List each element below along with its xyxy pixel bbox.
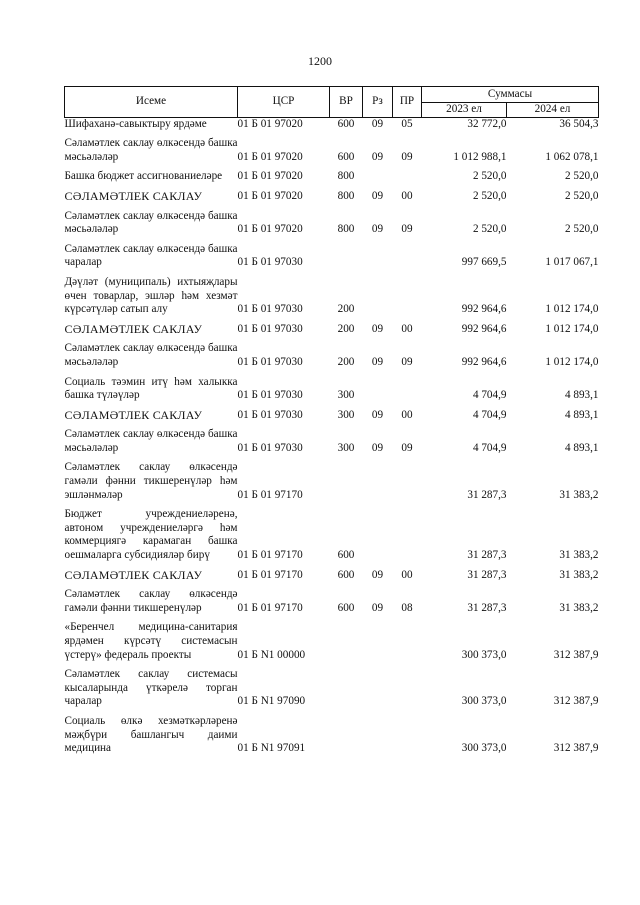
header-year-2023: 2023 ел	[422, 103, 507, 118]
cell-csr: 01 Б N1 97090	[237, 695, 306, 708]
cell-vr: 600	[337, 549, 355, 562]
cell-s1: 2 520,0	[472, 223, 507, 236]
cell-rz	[363, 621, 393, 662]
cell-rz	[363, 508, 393, 562]
cell-csr: 01 Б 01 97030	[237, 303, 303, 316]
cell-s2: 1 012 174,0	[545, 322, 599, 335]
cell-s2: 31 383,2	[559, 601, 599, 614]
cell-s2: 2 520,0	[564, 189, 599, 202]
cell-rz: 09	[371, 355, 384, 368]
header-name: Исеме	[65, 87, 238, 118]
cell-s1: 992 964,6	[461, 322, 507, 335]
table-row	[65, 376, 599, 403]
cell-pr	[393, 508, 422, 562]
table-row	[65, 243, 599, 270]
cell-vr	[330, 621, 363, 662]
cell-vr: 300	[337, 408, 355, 421]
cell-rz: 09	[371, 441, 384, 454]
cell-csr: 01 Б 01 97030	[237, 256, 303, 269]
table-body	[65, 117, 599, 756]
cell-s1: 4 704,9	[472, 441, 507, 454]
cell-name: Социаль өлкә хезмәткәрләренә мәҗбүри башлангыч даими медицина	[64, 714, 238, 755]
page-number: 1200	[308, 54, 332, 68]
cell-pr: 00	[401, 322, 413, 335]
cell-vr: 600	[337, 601, 355, 614]
table-row	[65, 342, 599, 369]
cell-s1: 2 520,0	[472, 170, 507, 183]
cell-s1: 300 373,0	[461, 648, 507, 661]
cell-name: Сәламәтлек саклау өлкәсендә гамәли фәнни тикшеренүләр	[64, 588, 238, 614]
cell-pr	[393, 376, 422, 403]
cell-name: Сәламәтлек саклау өлкәсендә гамәли фәнни тикшеренүләр һәм эшләнмәләр	[64, 461, 238, 501]
cell-csr: 01 Б 01 97020	[237, 117, 303, 130]
cell-vr: 300	[337, 441, 355, 454]
cell-pr: 05	[401, 117, 413, 130]
cell-rz: 09	[371, 117, 384, 130]
cell-csr: 01 Б 01 97030	[237, 322, 303, 335]
table-row	[65, 428, 599, 455]
header-csr: ЦСР	[238, 87, 330, 118]
budget-table	[64, 86, 599, 756]
cell-s1: 31 287,3	[467, 568, 507, 581]
cell-s2: 31 383,2	[559, 568, 599, 581]
cell-pr	[393, 461, 422, 502]
table-row	[65, 323, 599, 337]
cell-rz: 09	[371, 223, 384, 236]
cell-name: Башка бюджет ассигнованиеләре	[64, 170, 223, 183]
cell-pr: 08	[401, 601, 413, 614]
cell-csr: 01 Б N1 97091	[237, 742, 306, 755]
cell-vr: 600	[337, 117, 355, 130]
cell-s2: 4 893,1	[564, 408, 599, 421]
cell-s2: 36 504,3	[559, 117, 599, 130]
table-row	[65, 276, 599, 317]
table-row	[65, 117, 599, 131]
table-row	[65, 409, 599, 423]
cell-csr: 01 Б 01 97030	[237, 408, 303, 421]
cell-rz	[363, 170, 393, 184]
cell-rz	[363, 243, 393, 270]
cell-name: Дәүләт (муниципаль) ихтыяҗлары өчен товарлар, эшләр һәм хезмәт күрсәтүләр сатып алу	[64, 275, 238, 316]
cell-vr	[330, 668, 363, 709]
cell-pr	[393, 170, 422, 184]
cell-s2: 4 893,1	[564, 389, 599, 402]
cell-s1: 31 287,3	[467, 488, 507, 501]
cell-pr	[393, 621, 422, 662]
cell-s2: 31 383,2	[559, 549, 599, 562]
cell-s2: 1 012 174,0	[545, 303, 599, 316]
cell-pr: 09	[401, 441, 413, 454]
cell-s1: 2 520,0	[472, 189, 507, 202]
cell-name: СӘЛАМӘТЛЕК САКЛАУ	[64, 407, 203, 422]
cell-vr: 600	[337, 568, 355, 581]
table-row	[65, 588, 599, 615]
cell-vr: 300	[337, 389, 355, 402]
table-row	[65, 137, 599, 164]
cell-vr: 200	[337, 355, 355, 368]
cell-vr	[330, 461, 363, 502]
cell-rz	[363, 376, 393, 403]
cell-vr	[330, 243, 363, 270]
cell-csr: 01 Б 01 97030	[237, 389, 303, 402]
cell-name: Бюджет учреждениеләренә, автоном учреждениеләргә һәм коммерциягә карамаган башка оешмаларга субсидияләр бирү	[64, 508, 238, 562]
cell-pr	[393, 243, 422, 270]
cell-s2: 2 520,0	[564, 223, 599, 236]
cell-s1: 31 287,3	[467, 601, 507, 614]
header-sums: Суммасы	[422, 87, 599, 103]
cell-name: Сәламәтлек саклау системасы кысаларында үткәрелә торган чаралар	[64, 668, 238, 708]
cell-csr: 01 Б 01 97020	[237, 170, 303, 183]
cell-s1: 1 012 988,1	[453, 150, 507, 163]
cell-s1: 997 669,5	[461, 256, 507, 269]
cell-csr: 01 Б 01 97020	[237, 189, 303, 202]
cell-pr: 09	[401, 355, 413, 368]
header-rz: Рз	[363, 87, 393, 118]
cell-name: Социаль тәэмин итү һәм халыкка башка түләүләр	[64, 375, 238, 402]
cell-csr: 01 Б 01 97170	[237, 488, 303, 501]
cell-name: Сәламәтлек саклау өлкәсендә башка мәсьәләләр	[64, 342, 238, 368]
cell-s2: 2 520,0	[564, 170, 599, 183]
cell-vr: 800	[337, 189, 355, 202]
cell-pr: 00	[401, 189, 413, 202]
cell-s1: 32 772,0	[467, 117, 507, 130]
cell-csr: 01 Б 01 97020	[237, 150, 303, 163]
header-pr: ПР	[393, 87, 422, 118]
table-row	[65, 569, 599, 583]
cell-csr: 01 Б N1 00000	[237, 648, 306, 661]
cell-name: СӘЛАМӘТЛЕК САКЛАУ	[64, 321, 203, 336]
table-row	[65, 190, 599, 204]
cell-rz: 09	[371, 408, 384, 421]
cell-s2: 1 062 078,1	[545, 150, 599, 163]
table-row	[65, 210, 599, 237]
cell-vr: 200	[337, 322, 355, 335]
cell-s1: 992 964,6	[461, 355, 507, 368]
cell-rz: 09	[371, 568, 384, 581]
cell-rz	[363, 461, 393, 502]
cell-name: «Беренчел медицина-санитария ярдәмен күрсәтү системасын үстерү» федераль проекты	[64, 621, 238, 661]
table-row	[65, 621, 599, 662]
cell-s1: 300 373,0	[461, 742, 507, 755]
cell-pr: 09	[401, 223, 413, 236]
header-vr: ВР	[330, 87, 363, 118]
cell-csr: 01 Б 01 97020	[237, 223, 303, 236]
cell-pr: 00	[401, 408, 413, 421]
cell-name: Сәламәтлек саклау өлкәсендә башка мәсьәләләр	[64, 428, 238, 454]
cell-csr: 01 Б 01 97170	[237, 568, 303, 581]
table-row	[65, 715, 599, 756]
cell-name: СӘЛАМӘТЛЕК САКЛАУ	[64, 567, 203, 582]
table-row	[65, 170, 599, 184]
cell-csr: 01 Б 01 97170	[237, 549, 303, 562]
cell-pr	[393, 715, 422, 756]
cell-s1: 992 964,6	[461, 303, 507, 316]
cell-vr: 800	[337, 170, 355, 183]
cell-csr: 01 Б 01 97030	[237, 441, 303, 454]
table-row	[65, 461, 599, 502]
cell-vr: 600	[337, 150, 355, 163]
cell-name: Шифаханә-савыктыру ярдәме	[64, 117, 207, 130]
cell-pr	[393, 276, 422, 317]
cell-rz: 09	[371, 189, 384, 202]
cell-s2: 312 387,9	[553, 648, 599, 661]
cell-s1: 4 704,9	[472, 408, 507, 421]
cell-s1: 4 704,9	[472, 389, 507, 402]
cell-rz: 09	[371, 322, 384, 335]
cell-s2: 31 383,2	[559, 488, 599, 501]
cell-s1: 300 373,0	[461, 695, 507, 708]
cell-pr: 09	[401, 150, 413, 163]
cell-pr	[393, 668, 422, 709]
cell-csr: 01 Б 01 97170	[237, 601, 303, 614]
cell-s2: 312 387,9	[553, 742, 599, 755]
cell-csr: 01 Б 01 97030	[237, 355, 303, 368]
cell-s2: 4 893,1	[564, 441, 599, 454]
cell-name: Сәламәтлек саклау өлкәсендә башка мәсьәләләр	[64, 137, 238, 163]
cell-name: Сәламәтлек саклау өлкәсендә башка мәсьәләләр	[64, 209, 238, 236]
cell-rz	[363, 668, 393, 709]
cell-s2: 1 012 174,0	[545, 355, 599, 368]
cell-s2: 312 387,9	[553, 695, 599, 708]
cell-rz: 09	[371, 150, 384, 163]
header-year-2024: 2024 ел	[507, 103, 599, 118]
table-row	[65, 508, 599, 562]
cell-s1: 31 287,3	[467, 549, 507, 562]
cell-name: СӘЛАМӘТЛЕК САКЛАУ	[64, 188, 203, 203]
cell-rz	[363, 276, 393, 317]
cell-name: Сәламәтлек саклау өлкәсендә башка чаралар	[64, 242, 238, 269]
cell-s2: 1 017 067,1	[545, 256, 599, 269]
cell-rz	[363, 715, 393, 756]
cell-vr	[330, 715, 363, 756]
cell-vr: 200	[337, 303, 355, 316]
cell-vr: 800	[337, 223, 355, 236]
cell-pr: 00	[401, 568, 413, 581]
table-row	[65, 668, 599, 709]
cell-rz: 09	[371, 601, 384, 614]
